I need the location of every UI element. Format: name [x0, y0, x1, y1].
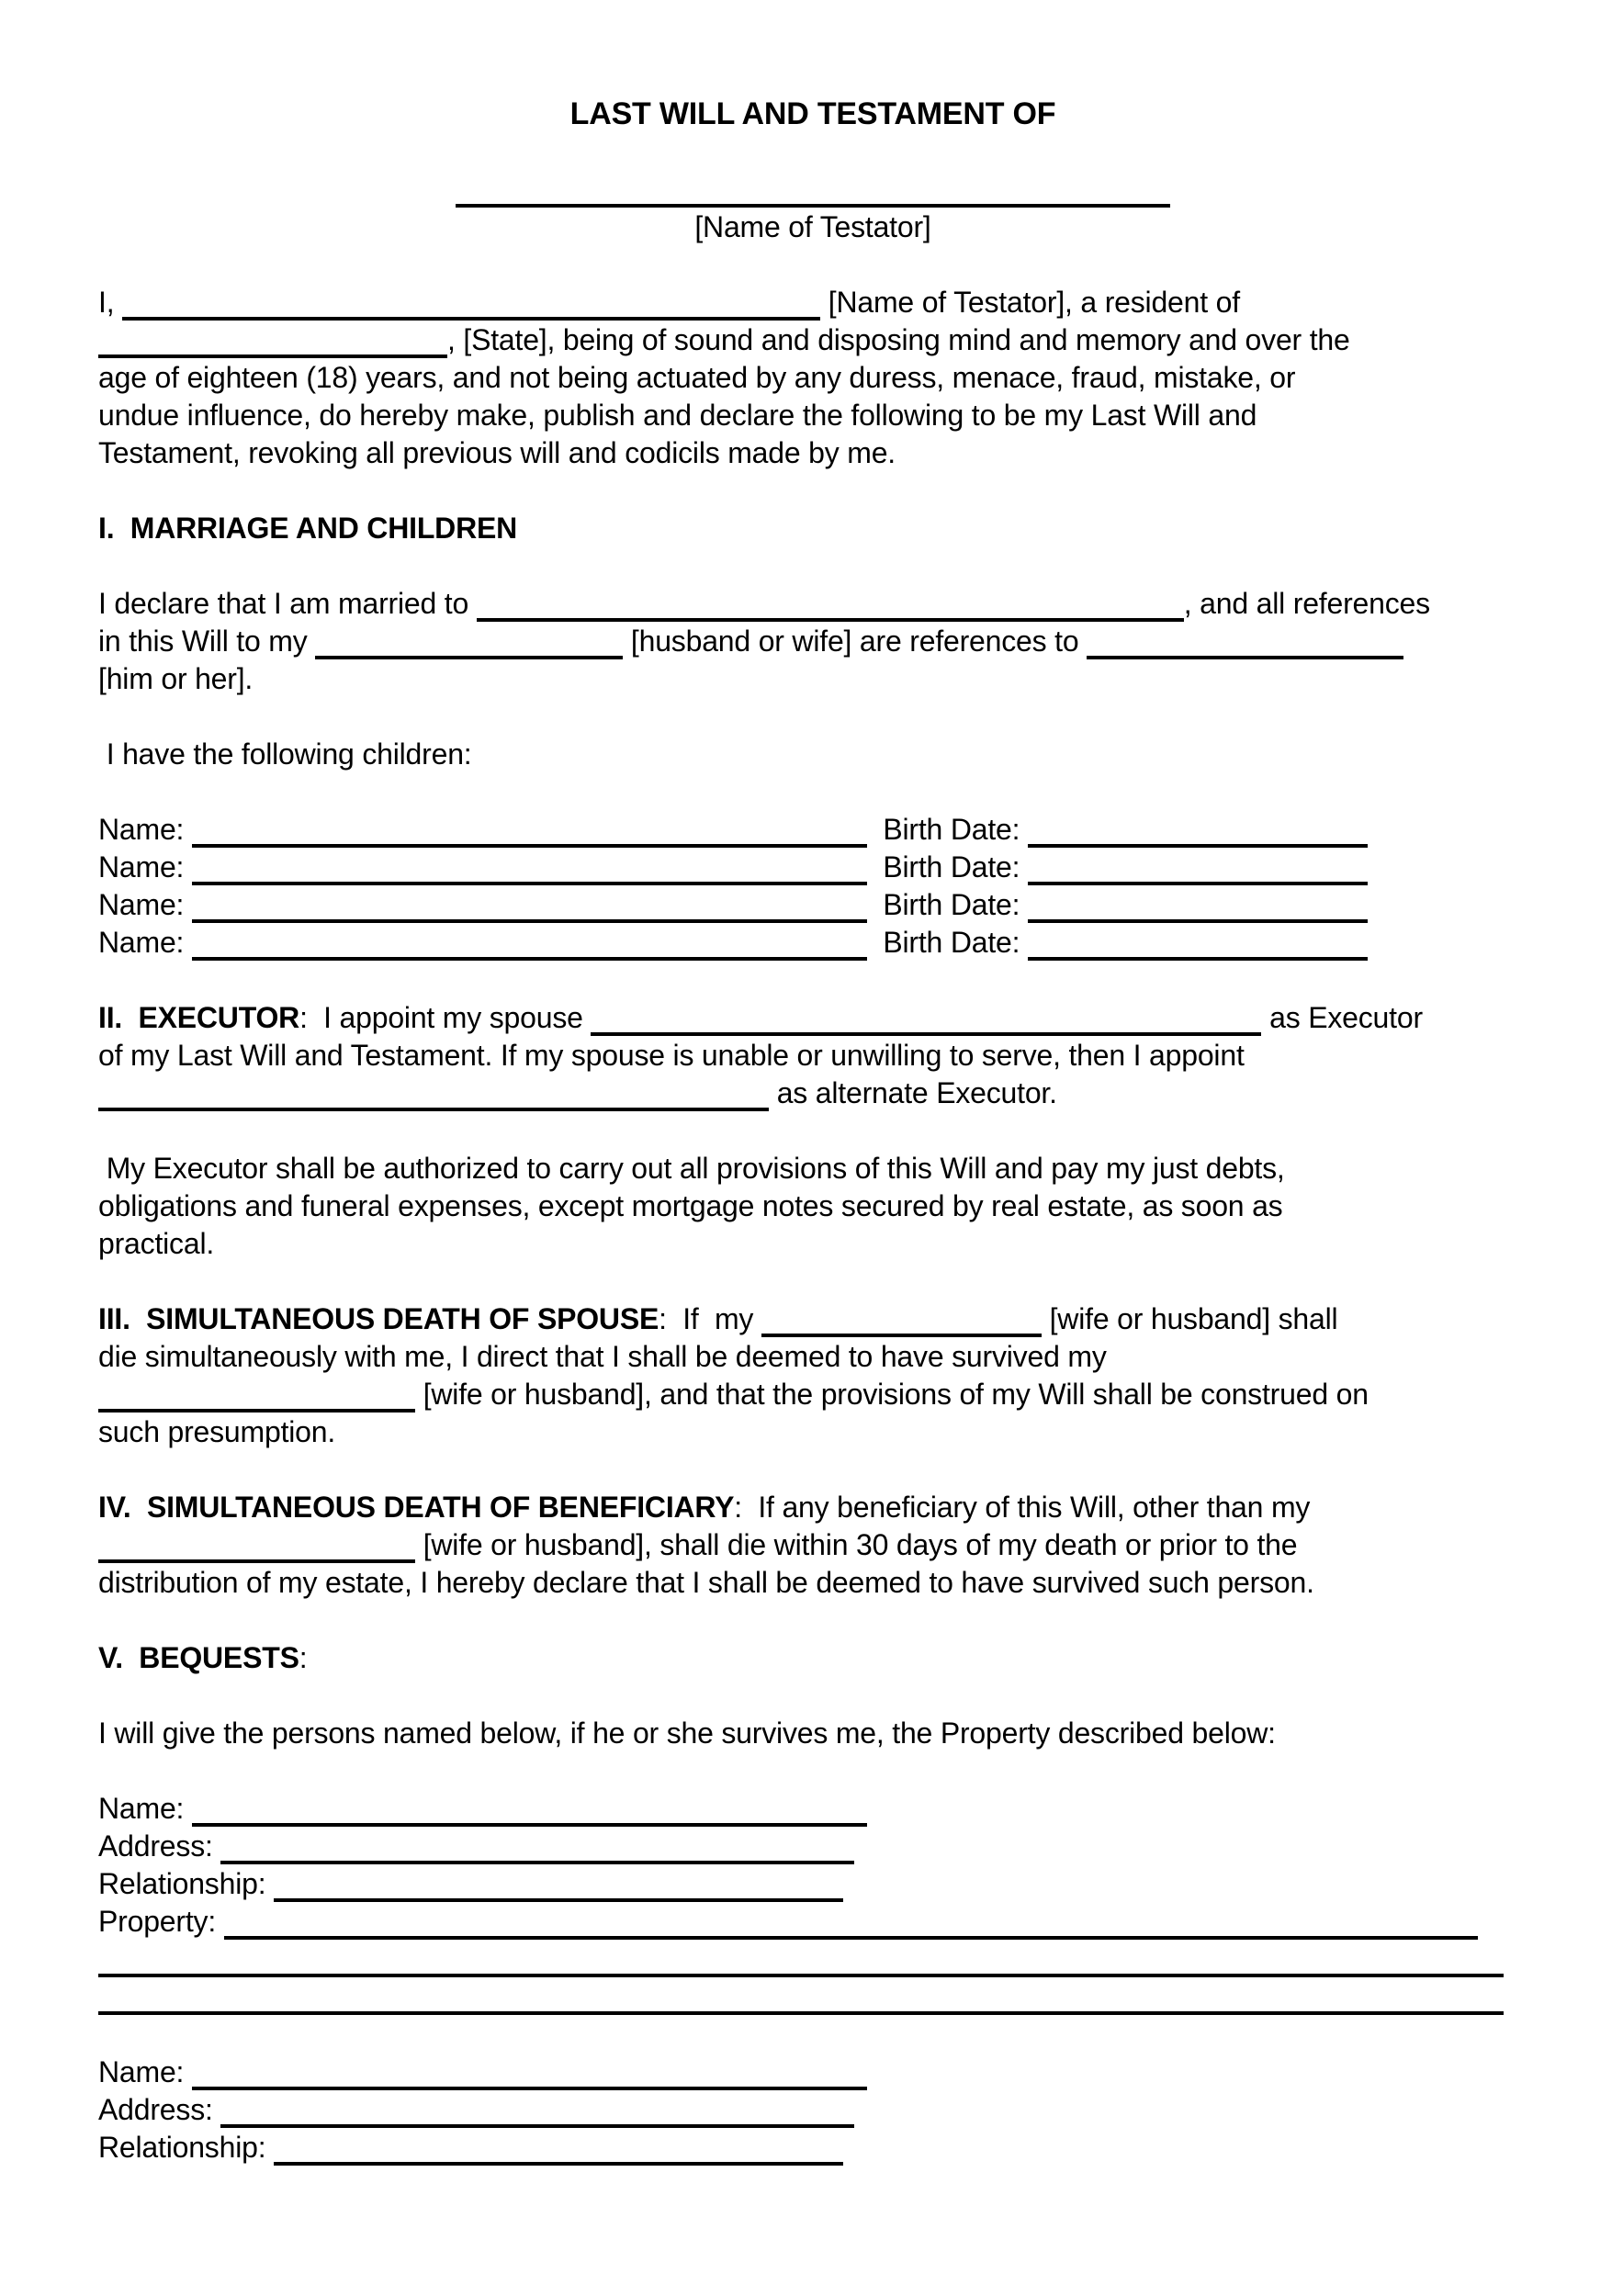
text-run: Birth Date: — [866, 926, 1028, 959]
beneficiary-death-line-2 — [98, 1526, 1527, 1564]
beneficiary-relationship-row — [98, 1865, 1527, 1903]
text-run: I declare that I am married to — [98, 587, 477, 620]
text-run: II. EXECUTOR — [98, 1001, 300, 1034]
spouse-death-line-2 — [98, 1338, 1527, 1376]
text-run: Birth Date: — [866, 850, 1028, 884]
text-run: Address: — [98, 2093, 221, 2126]
beneficiary-property-blank — [224, 1925, 1478, 1940]
child-name-blank — [192, 908, 867, 923]
text-run: V. BEQUESTS — [98, 1641, 299, 1674]
text-run: III. SIMULTANEOUS DEATH OF SPOUSE — [98, 1302, 659, 1335]
section-heading-marriage — [98, 510, 1527, 547]
section-heading-bequests — [98, 1639, 1527, 1677]
beneficiary-name-blank — [192, 2076, 867, 2090]
testator-name-caption: [Name of Testator] — [694, 210, 931, 243]
text-run: Name: — [98, 813, 192, 846]
text-run: such presumption. — [98, 1415, 336, 1448]
intro-line-3 — [98, 359, 1527, 397]
beneficiary-death-line-1 — [98, 1489, 1527, 1526]
text-run: Testament, revoking all previous will and codicils made by me. — [98, 436, 896, 469]
text-run: in this Will to my — [98, 625, 316, 658]
text-run: : If my — [659, 1302, 761, 1335]
text-run: I will give the persons named below, if he or she survives me, the Property described below: — [98, 1716, 1276, 1750]
text-run: , and all references — [1183, 587, 1430, 620]
spouse-term-blank — [98, 1398, 415, 1412]
text-run: [husband or wife] are references to — [623, 625, 1088, 658]
text-run: Name: — [98, 888, 192, 921]
text-run: Birth Date: — [866, 813, 1028, 846]
executor-powers-line-2 — [98, 1187, 1527, 1225]
intro-line-1 — [98, 284, 1527, 321]
text-run: : If any beneficiary of this Will, other than my — [734, 1491, 1311, 1524]
spouse-death-line-3 — [98, 1376, 1527, 1413]
executor-line-1 — [98, 999, 1527, 1037]
text-run: I, — [98, 286, 123, 319]
text-run: undue influence, do hereby make, publish and declare the following to be my Last Will and — [98, 399, 1257, 432]
spouse-death-line-4 — [98, 1413, 1527, 1451]
executor-name-blank — [591, 1021, 1261, 1036]
text-run: Name: — [98, 1792, 192, 1825]
text-run: [him or her]. — [98, 662, 254, 695]
testator-name-line — [98, 171, 1527, 208]
spouse-name-blank — [477, 607, 1184, 622]
child-name-blank — [192, 871, 867, 885]
beneficiary-death-line-3 — [98, 1564, 1527, 1602]
pronoun-blank — [1087, 645, 1403, 659]
spouse-death-line-1 — [98, 1300, 1527, 1338]
text-run: die simultaneously with me, I direct that I shall be deemed to have survived my — [98, 1340, 1107, 1373]
bequests-intro — [98, 1715, 1527, 1752]
beneficiary-address-blank — [220, 2113, 854, 2128]
beneficiary-relationship-blank — [274, 1887, 843, 1902]
marriage-line-3 — [98, 660, 1527, 698]
testator-name-blank — [456, 193, 1170, 208]
alternate-executor-blank — [98, 1097, 769, 1111]
child-row — [98, 924, 1527, 962]
text-run: : — [299, 1641, 308, 1674]
beneficiary-name-blank — [192, 1812, 867, 1827]
executor-line-3 — [98, 1075, 1527, 1112]
text-run: Name: — [98, 2055, 192, 2088]
property-continuation-line — [98, 1941, 1527, 1978]
text-run: Address: — [98, 1829, 221, 1863]
executor-powers-line-3 — [98, 1225, 1527, 1263]
beneficiary-relationship-blank — [274, 2151, 843, 2166]
text-run: I. MARRIAGE AND CHILDREN — [98, 512, 518, 545]
text-run: Relationship: — [98, 1867, 275, 1900]
text-run: distribution of my estate, I hereby declare that I shall be deemed to have survived such person. — [98, 1566, 1314, 1599]
beneficiary-relationship-row — [98, 2129, 1527, 2167]
beneficiary-name-row — [98, 1790, 1527, 1828]
marriage-line-1 — [98, 585, 1527, 623]
child-birthdate-blank — [1028, 946, 1368, 961]
child-row — [98, 886, 1527, 924]
text-run: [wife or husband], shall die within 30 days of my death or prior to the — [415, 1528, 1298, 1561]
executor-powers-line-1 — [98, 1150, 1527, 1187]
spouse-term-blank — [315, 645, 623, 659]
intro-line-4 — [98, 397, 1527, 434]
children-intro — [98, 736, 1527, 773]
beneficiary-name-row — [98, 2054, 1527, 2091]
spouse-term-blank — [761, 1322, 1042, 1337]
spouse-term-blank — [98, 1548, 415, 1563]
text-run: as Executor — [1261, 1001, 1423, 1034]
child-name-blank — [192, 946, 867, 961]
text-run: Property: — [98, 1905, 224, 1938]
child-birthdate-blank — [1028, 908, 1368, 923]
child-row — [98, 849, 1527, 886]
beneficiary-address-row — [98, 1828, 1527, 1865]
intro-line-5 — [98, 434, 1527, 472]
text-run: : I appoint my spouse — [299, 1001, 592, 1034]
document-title: LAST WILL AND TESTAMENT OF — [569, 96, 1056, 131]
child-birthdate-blank — [1028, 871, 1368, 885]
state-blank — [98, 343, 447, 358]
text-run: [wife or husband], and that the provisions of my Will shall be construed on — [415, 1378, 1369, 1411]
testator-name-blank — [122, 306, 820, 321]
text-run: My Executor shall be authorized to carry out all provisions of this Will and pay my just debts, — [98, 1152, 1285, 1185]
text-run: obligations and funeral expenses, except mortgage notes secured by real estate, as soon as — [98, 1189, 1283, 1222]
text-run: Name: — [98, 850, 192, 884]
beneficiary-address-row — [98, 2091, 1527, 2129]
text-run: [Name of Testator], a resident of — [820, 286, 1240, 319]
property-continuation-blank — [98, 2000, 1504, 2015]
marriage-line-2 — [98, 623, 1527, 660]
text-run: practical. — [98, 1227, 215, 1260]
text-run: [wife or husband] shall — [1041, 1302, 1338, 1335]
text-run: I have the following children: — [98, 737, 472, 771]
property-continuation-blank — [98, 1963, 1504, 1977]
text-run: of my Last Will and Testament. If my spouse is unable or unwilling to serve, then I appoint — [98, 1039, 1245, 1072]
child-name-blank — [192, 833, 867, 848]
document-body — [98, 284, 1527, 2167]
executor-line-2 — [98, 1037, 1527, 1075]
text-run: Name: — [98, 926, 192, 959]
intro-line-2 — [98, 321, 1527, 359]
text-run: as alternate Executor. — [769, 1076, 1057, 1109]
text-run: age of eighteen (18) years, and not being actuated by any duress, menace, fraud, mistake, or — [98, 361, 1296, 394]
text-run: , [State], being of sound and disposing mind and memory and over the — [447, 323, 1350, 356]
child-row — [98, 811, 1527, 849]
beneficiary-property-row — [98, 1903, 1527, 1941]
child-birthdate-blank — [1028, 833, 1368, 848]
property-continuation-line — [98, 1978, 1527, 2016]
beneficiary-address-blank — [220, 1850, 854, 1864]
text-run: Birth Date: — [866, 888, 1028, 921]
text-run: IV. SIMULTANEOUS DEATH OF BENEFICIARY — [98, 1491, 735, 1524]
text-run: Relationship: — [98, 2131, 275, 2164]
